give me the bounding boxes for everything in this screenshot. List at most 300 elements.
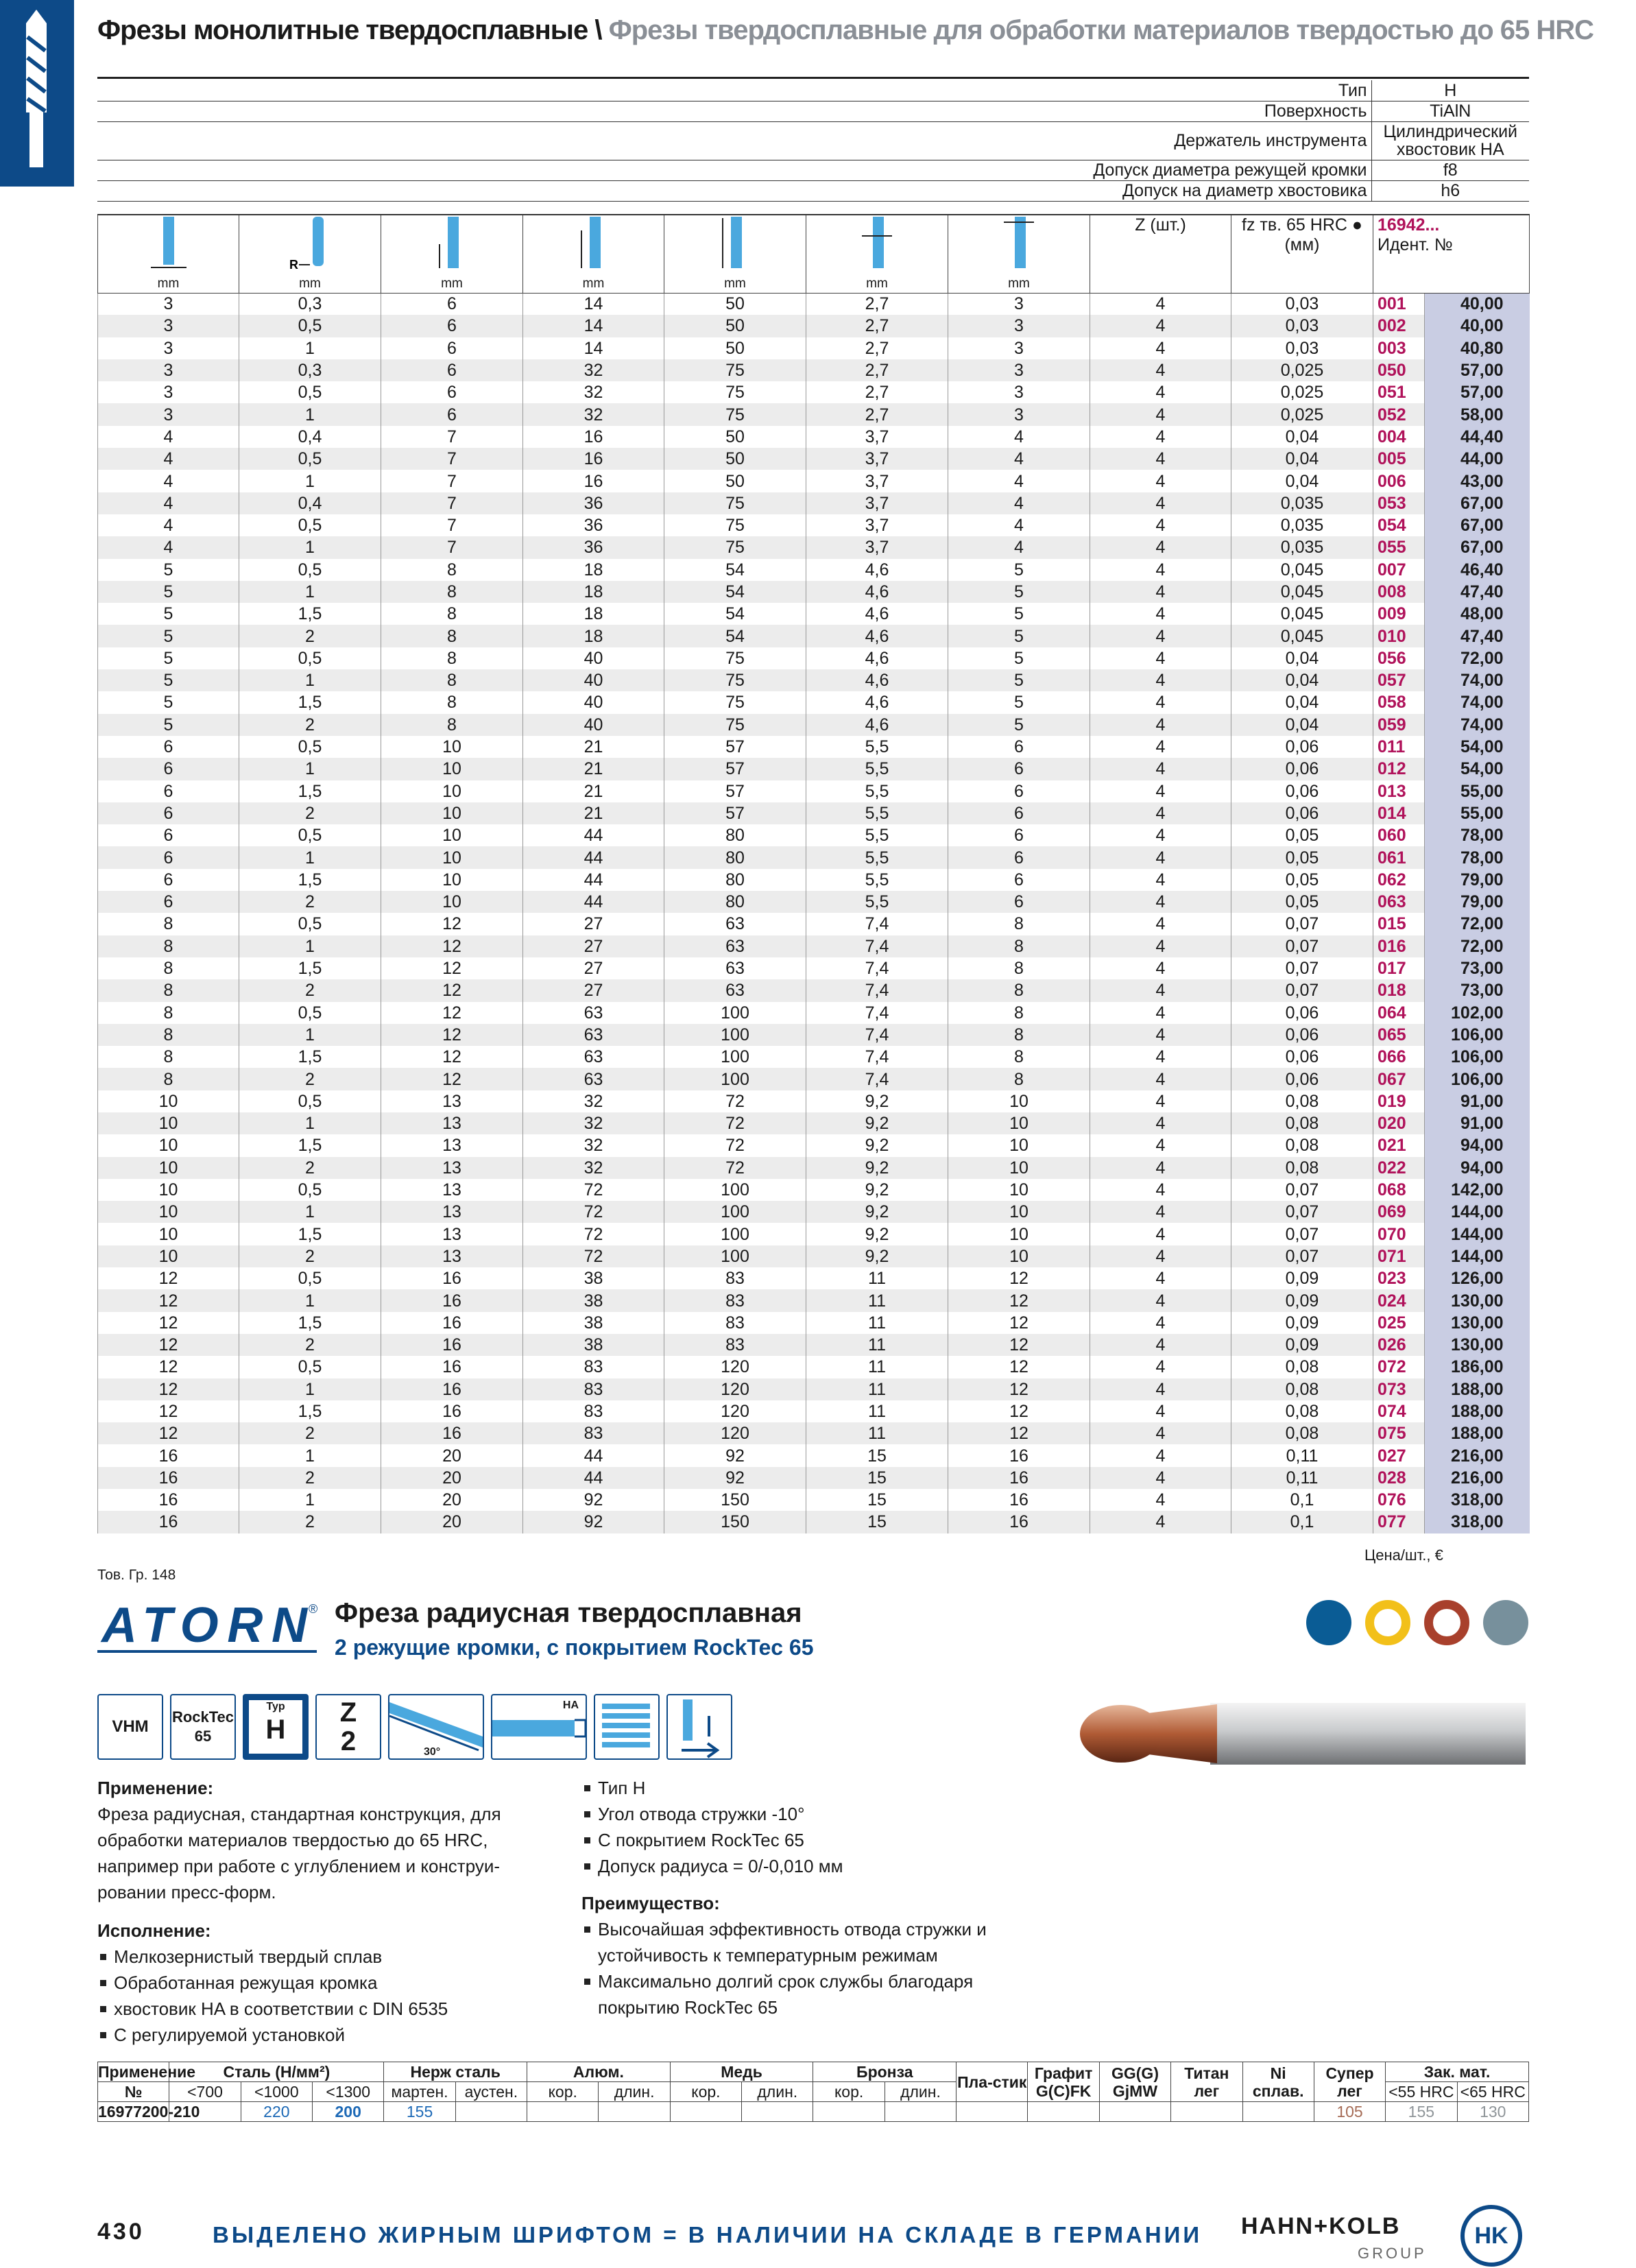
table-cell: 36 (523, 536, 664, 558)
table-row (98, 1467, 1530, 1489)
table-cell: 4 (948, 426, 1090, 448)
col-radius: R mm (239, 215, 381, 293)
table-cell: 4 (1090, 935, 1231, 957)
table-cell: 6 (98, 736, 239, 758)
table-cell: 20 (381, 1467, 523, 1489)
drill-icon (12, 10, 60, 174)
table-row (98, 492, 1530, 514)
spec-value: h6 (1371, 180, 1529, 201)
table-cell: 4 (1090, 714, 1231, 736)
price: 72,00 (1425, 913, 1530, 935)
table-cell: 4 (1090, 824, 1231, 846)
table-cell: 8 (98, 1068, 239, 1090)
table-cell: 7 (381, 536, 523, 558)
features-list (581, 1775, 1048, 1879)
svg-text:ATORN: ATORN (101, 1598, 307, 1653)
spec-row (97, 101, 1529, 121)
table-cell: 21 (523, 780, 664, 802)
table-cell: 21 (523, 802, 664, 824)
price: 78,00 (1425, 824, 1530, 846)
table-cell: 8 (948, 1002, 1090, 1024)
price: 144,00 (1425, 1223, 1530, 1245)
table-row (98, 846, 1530, 868)
table-cell: 0,08 (1231, 1090, 1373, 1112)
table-cell: 38 (523, 1267, 664, 1289)
table-cell: 4 (1090, 1112, 1231, 1134)
table-cell: 0,08 (1231, 1112, 1373, 1134)
table-cell: 4 (1090, 1179, 1231, 1201)
table-cell: 5 (948, 714, 1090, 736)
table-cell: 0,06 (1231, 1046, 1373, 1068)
table-cell: 0,5 (239, 1002, 381, 1024)
price: 44,40 (1425, 426, 1530, 448)
table-cell: 38 (523, 1334, 664, 1356)
table-cell: 12 (381, 979, 523, 1001)
list-item: Мелкозернистый твердый сплав (97, 1944, 564, 1970)
advantages-heading: Преимущество: (581, 1893, 720, 1913)
cutting-length-icon (431, 217, 472, 272)
table-cell: 3,7 (806, 426, 948, 448)
table-cell: 6 (948, 846, 1090, 868)
table-cell: 4 (1090, 603, 1231, 625)
table-cell: 0,04 (1231, 470, 1373, 492)
table-row (98, 824, 1530, 846)
spec-label: Поверхность (97, 101, 1371, 121)
page-number: 430 (97, 2219, 145, 2245)
table-cell: 5 (98, 691, 239, 713)
table-cell: 0,07 (1231, 1201, 1373, 1223)
table-cell: 10 (948, 1179, 1090, 1201)
table-cell: 18 (523, 603, 664, 625)
table-cell: 6 (948, 802, 1090, 824)
table-cell: 3,7 (806, 536, 948, 558)
table-cell: 12 (948, 1378, 1090, 1400)
table-row (98, 1024, 1530, 1046)
table-cell: 2 (239, 1511, 381, 1533)
price: 47,40 (1425, 581, 1530, 603)
table-cell: 4,6 (806, 603, 948, 625)
ident-number: 076 (1373, 1489, 1425, 1511)
table-row (98, 1134, 1530, 1156)
table-cell: 16 (948, 1511, 1090, 1533)
table-row (98, 669, 1530, 691)
table-cell: 1 (239, 935, 381, 957)
table-row (98, 957, 1530, 979)
table-cell: 100 (664, 1046, 806, 1068)
table-cell: 0,045 (1231, 603, 1373, 625)
table-cell: 4 (1090, 1511, 1231, 1533)
table-cell: 12 (98, 1400, 239, 1422)
table-cell: 4 (1090, 514, 1231, 536)
price: 79,00 (1425, 891, 1530, 913)
table-cell: 63 (664, 979, 806, 1001)
price: 74,00 (1425, 714, 1530, 736)
table-cell: 0,03 (1231, 315, 1373, 337)
table-cell: 0,08 (1231, 1422, 1373, 1444)
table-cell: 5 (98, 625, 239, 647)
table-cell: 16 (948, 1489, 1090, 1511)
price: 91,00 (1425, 1112, 1530, 1134)
table-cell: 3 (98, 293, 239, 315)
table-cell: 1,5 (239, 1312, 381, 1334)
table-cell: 1 (239, 1112, 381, 1134)
price: 46,40 (1425, 559, 1530, 581)
table-cell: 8 (98, 935, 239, 957)
table-cell: 13 (381, 1179, 523, 1201)
ident-number: 028 (1373, 1467, 1425, 1489)
cutter-diameter-icon (148, 217, 189, 272)
table-cell: 0,4 (239, 492, 381, 514)
table-cell: 14 (523, 293, 664, 315)
table-row (98, 559, 1530, 581)
list-item: С регулируемой установкой (97, 2022, 564, 2048)
table-cell: 0,04 (1231, 714, 1373, 736)
application-table: Применение Сталь (Н/мм²) Нерж сталь Алюм. Медь Бронза Пла-стик Графит G(C)FK GG(G) GjMW Титан лег Ni сплав. Супер лег Зак. мат. № <700 <1000 <1300 мартен. аустен. кор. длин. кор. длин. кор. длин. <55 HRC <65 HRC 16977200-210 220 200 155 105 155 130 (97, 2062, 1529, 2122)
table-cell: 5,5 (806, 780, 948, 802)
table-cell: 1 (239, 536, 381, 558)
table-cell: 12 (948, 1334, 1090, 1356)
table-cell: 63 (523, 1024, 664, 1046)
price: 130,00 (1425, 1289, 1530, 1311)
table-cell: 9,2 (806, 1179, 948, 1201)
table-cell: 0,11 (1231, 1444, 1373, 1466)
table-cell: 32 (523, 403, 664, 425)
table-cell: 12 (98, 1312, 239, 1334)
table-row (98, 1112, 1530, 1134)
table-cell: 10 (381, 802, 523, 824)
table-cell: 63 (523, 1068, 664, 1090)
table-cell: 10 (98, 1090, 239, 1112)
ident-number: 054 (1373, 514, 1425, 536)
table-cell: 5,5 (806, 824, 948, 846)
spec-label: Допуск на диаметр хвостовика (97, 180, 1371, 201)
table-cell: 27 (523, 935, 664, 957)
table-cell: 5 (948, 625, 1090, 647)
table-cell: 4 (1090, 1223, 1231, 1245)
table-cell: 0,1 (1231, 1511, 1373, 1533)
price: 55,00 (1425, 802, 1530, 824)
table-cell: 2,7 (806, 359, 948, 381)
table-row (98, 448, 1530, 470)
table-cell: 10 (948, 1134, 1090, 1156)
table-cell: 14 (523, 337, 664, 359)
col-diameter: mm (98, 215, 239, 293)
table-cell: 50 (664, 337, 806, 359)
table-cell: 12 (948, 1422, 1090, 1444)
table-cell: 4 (1090, 1444, 1231, 1466)
table-cell: 75 (664, 514, 806, 536)
table-row (98, 470, 1530, 492)
table-cell: 0,09 (1231, 1267, 1373, 1289)
price: 126,00 (1425, 1267, 1530, 1289)
table-cell: 6 (381, 359, 523, 381)
ident-number: 051 (1373, 381, 1425, 403)
table-cell: 0,09 (1231, 1334, 1373, 1356)
table-cell: 0,03 (1231, 337, 1373, 359)
ident-number: 012 (1373, 758, 1425, 780)
price: 40,80 (1425, 337, 1530, 359)
table-cell: 1,5 (239, 957, 381, 979)
price: 74,00 (1425, 669, 1530, 691)
helix-angle-icon: 30° (388, 1694, 484, 1760)
price: 40,00 (1425, 293, 1530, 315)
table-cell: 4 (1090, 559, 1231, 581)
table-cell: 2 (239, 979, 381, 1001)
table-cell: 0,07 (1231, 979, 1373, 1001)
col-cut-length: mm (381, 215, 523, 293)
table-cell: 32 (523, 1112, 664, 1134)
ident-number: 050 (1373, 359, 1425, 381)
table-cell: 2 (239, 1422, 381, 1444)
table-cell: 12 (98, 1422, 239, 1444)
table-cell: 63 (664, 913, 806, 935)
table-cell: 0,11 (1231, 1467, 1373, 1489)
price: 318,00 (1425, 1511, 1530, 1533)
table-cell: 7,4 (806, 1002, 948, 1024)
ident-number: 004 (1373, 426, 1425, 448)
table-cell: 83 (523, 1356, 664, 1378)
table-cell: 44 (523, 891, 664, 913)
table-cell: 4 (1090, 625, 1231, 647)
table-row (98, 337, 1530, 359)
table-cell: 13 (381, 1090, 523, 1112)
table-cell: 10 (381, 780, 523, 802)
table-cell: 5 (98, 581, 239, 603)
ident-number: 006 (1373, 470, 1425, 492)
table-cell: 0,5 (239, 1179, 381, 1201)
table-cell: 100 (664, 1223, 806, 1245)
ident-number: 026 (1373, 1334, 1425, 1356)
table-cell: 8 (381, 559, 523, 581)
table-cell: 7,4 (806, 935, 948, 957)
table-cell: 0,06 (1231, 736, 1373, 758)
table-cell: 44 (523, 846, 664, 868)
table-cell: 4,6 (806, 581, 948, 603)
table-cell: 16 (98, 1489, 239, 1511)
table-row (98, 1157, 1530, 1179)
price: 102,00 (1425, 1002, 1530, 1024)
dot-yellow-icon (1365, 1600, 1410, 1645)
table-row (98, 1068, 1530, 1090)
table-cell: 3 (948, 315, 1090, 337)
table-cell: 1 (239, 669, 381, 691)
price: 106,00 (1425, 1024, 1530, 1046)
table-cell: 8 (98, 1002, 239, 1024)
table-cell: 83 (523, 1422, 664, 1444)
table-cell: 2,7 (806, 293, 948, 315)
table-cell: 0,06 (1231, 780, 1373, 802)
table-cell: 1 (239, 1444, 381, 1466)
list-item: Высочайшая эффективность отвода стружки и устойчивость к температурным режимам (581, 1916, 1048, 1968)
table-cell: 100 (664, 1024, 806, 1046)
table-cell: 4 (98, 492, 239, 514)
table-cell: 0,05 (1231, 846, 1373, 868)
table-cell: 75 (664, 714, 806, 736)
table-cell: 0,05 (1231, 824, 1373, 846)
table-cell: 10 (98, 1179, 239, 1201)
ident-number: 009 (1373, 603, 1425, 625)
table-cell: 4 (98, 536, 239, 558)
table-cell: 16 (381, 1289, 523, 1311)
table-cell: 6 (948, 758, 1090, 780)
ident-number: 022 (1373, 1157, 1425, 1179)
table-cell: 100 (664, 1245, 806, 1267)
table-cell: 11 (806, 1312, 948, 1334)
table-cell: 8 (98, 1046, 239, 1068)
table-cell: 38 (523, 1289, 664, 1311)
table-cell: 4,6 (806, 691, 948, 713)
table-cell: 4,6 (806, 714, 948, 736)
table-cell: 6 (98, 846, 239, 868)
table-cell: 8 (98, 979, 239, 1001)
table-cell: 6 (381, 337, 523, 359)
table-cell: 92 (523, 1511, 664, 1533)
table-cell: 83 (664, 1334, 806, 1356)
table-cell: 12 (381, 957, 523, 979)
application-heading: Применение: (97, 1778, 214, 1798)
table-cell: 16 (381, 1312, 523, 1334)
table-cell: 6 (381, 315, 523, 337)
table-cell: 1,5 (239, 1046, 381, 1068)
price: 216,00 (1425, 1444, 1530, 1466)
spec-row (97, 121, 1529, 160)
table-cell: 2 (239, 625, 381, 647)
table-cell: 18 (523, 625, 664, 647)
table-cell: 40 (523, 714, 664, 736)
ident-number: 071 (1373, 1245, 1425, 1267)
atorn-logo (97, 1598, 324, 1656)
table-row (98, 315, 1530, 337)
table-cell: 13 (381, 1112, 523, 1134)
table-cell: 63 (664, 957, 806, 979)
table-cell: 40 (523, 647, 664, 669)
table-cell: 0,07 (1231, 1245, 1373, 1267)
ident-number: 059 (1373, 714, 1425, 736)
table-cell: 20 (381, 1489, 523, 1511)
table-cell: 0,05 (1231, 869, 1373, 891)
table-row (98, 1201, 1530, 1223)
table-cell: 4 (1090, 802, 1231, 824)
table-cell: 12 (948, 1356, 1090, 1378)
table-cell: 10 (381, 869, 523, 891)
ident-number: 010 (1373, 625, 1425, 647)
price: 72,00 (1425, 647, 1530, 669)
table-cell: 5 (948, 647, 1090, 669)
spec-label: Допуск диаметра режущей кромки (97, 160, 1371, 180)
table-cell: 7 (381, 492, 523, 514)
table-cell: 4 (1090, 426, 1231, 448)
ident-number: 066 (1373, 1046, 1425, 1068)
price: 57,00 (1425, 359, 1530, 381)
ident-number: 025 (1373, 1312, 1425, 1334)
table-row (98, 426, 1530, 448)
table-row (98, 581, 1530, 603)
table-row (98, 979, 1530, 1001)
table-row (98, 1422, 1530, 1444)
table-cell: 6 (98, 802, 239, 824)
table-cell: 63 (523, 1002, 664, 1024)
table-cell: 11 (806, 1356, 948, 1378)
table-row (98, 802, 1530, 824)
table-cell: 10 (948, 1157, 1090, 1179)
table-cell: 0,08 (1231, 1157, 1373, 1179)
list-item: С покрытием RockTec 65 (581, 1827, 1048, 1853)
table-row (98, 1179, 1530, 1201)
table-cell: 4 (1090, 1245, 1231, 1267)
price: 186,00 (1425, 1356, 1530, 1378)
shank-diameter-icon (998, 217, 1039, 272)
table-cell: 12 (948, 1312, 1090, 1334)
table-cell: 11 (806, 1334, 948, 1356)
table-cell: 1 (239, 470, 381, 492)
table-cell: 72 (664, 1157, 806, 1179)
table-cell: 4 (1090, 869, 1231, 891)
table-cell: 15 (806, 1511, 948, 1533)
table-cell: 12 (948, 1400, 1090, 1422)
table-cell: 72 (664, 1112, 806, 1134)
table-cell: 5 (98, 714, 239, 736)
brand-group: GROUP (1358, 2245, 1427, 2262)
table-cell: 4 (1090, 1289, 1231, 1311)
table-cell: 0,04 (1231, 669, 1373, 691)
table-cell: 10 (381, 846, 523, 868)
table-cell: 8 (381, 691, 523, 713)
table-cell: 54 (664, 625, 806, 647)
ident-number: 001 (1373, 293, 1425, 315)
table-cell: 1,5 (239, 1134, 381, 1156)
price: 188,00 (1425, 1400, 1530, 1422)
table-cell: 12 (98, 1334, 239, 1356)
table-cell: 11 (806, 1267, 948, 1289)
ident-number: 023 (1373, 1267, 1425, 1289)
table-cell: 5,5 (806, 846, 948, 868)
table-cell: 4 (1090, 979, 1231, 1001)
table-cell: 75 (664, 669, 806, 691)
table-cell: 0,06 (1231, 1002, 1373, 1024)
page-subtitle: Фрезы твердосплавные для обработки материалов твердостью до 65 HRC (608, 15, 1594, 45)
table-cell: 1 (239, 403, 381, 425)
table-cell: 83 (523, 1400, 664, 1422)
table-row (98, 935, 1530, 957)
table-cell: 11 (806, 1400, 948, 1422)
table-cell: 6 (948, 891, 1090, 913)
table-cell: 0,025 (1231, 359, 1373, 381)
table-row (98, 514, 1530, 536)
table-cell: 8 (98, 913, 239, 935)
table-cell: 72 (523, 1179, 664, 1201)
table-cell: 0,025 (1231, 381, 1373, 403)
table-cell: 2 (239, 802, 381, 824)
table-cell: 0,5 (239, 913, 381, 935)
ident-number: 003 (1373, 337, 1425, 359)
table-cell: 0,1 (1231, 1489, 1373, 1511)
table-cell: 75 (664, 403, 806, 425)
table-cell: 7,4 (806, 1024, 948, 1046)
ident-number: 027 (1373, 1444, 1425, 1466)
table-cell: 12 (98, 1356, 239, 1378)
table-cell: 4,6 (806, 669, 948, 691)
corner-radius-icon (282, 217, 337, 272)
list-item: Допуск радиуса = 0/-0,010 мм (581, 1853, 1048, 1879)
col-reach: mm (523, 215, 664, 293)
ident-number: 024 (1373, 1289, 1425, 1311)
table-cell: 75 (664, 492, 806, 514)
price: 79,00 (1425, 869, 1530, 891)
table-cell: 15 (806, 1444, 948, 1466)
table-cell: 4,6 (806, 647, 948, 669)
table-cell: 4 (98, 514, 239, 536)
table-row (98, 1223, 1530, 1245)
